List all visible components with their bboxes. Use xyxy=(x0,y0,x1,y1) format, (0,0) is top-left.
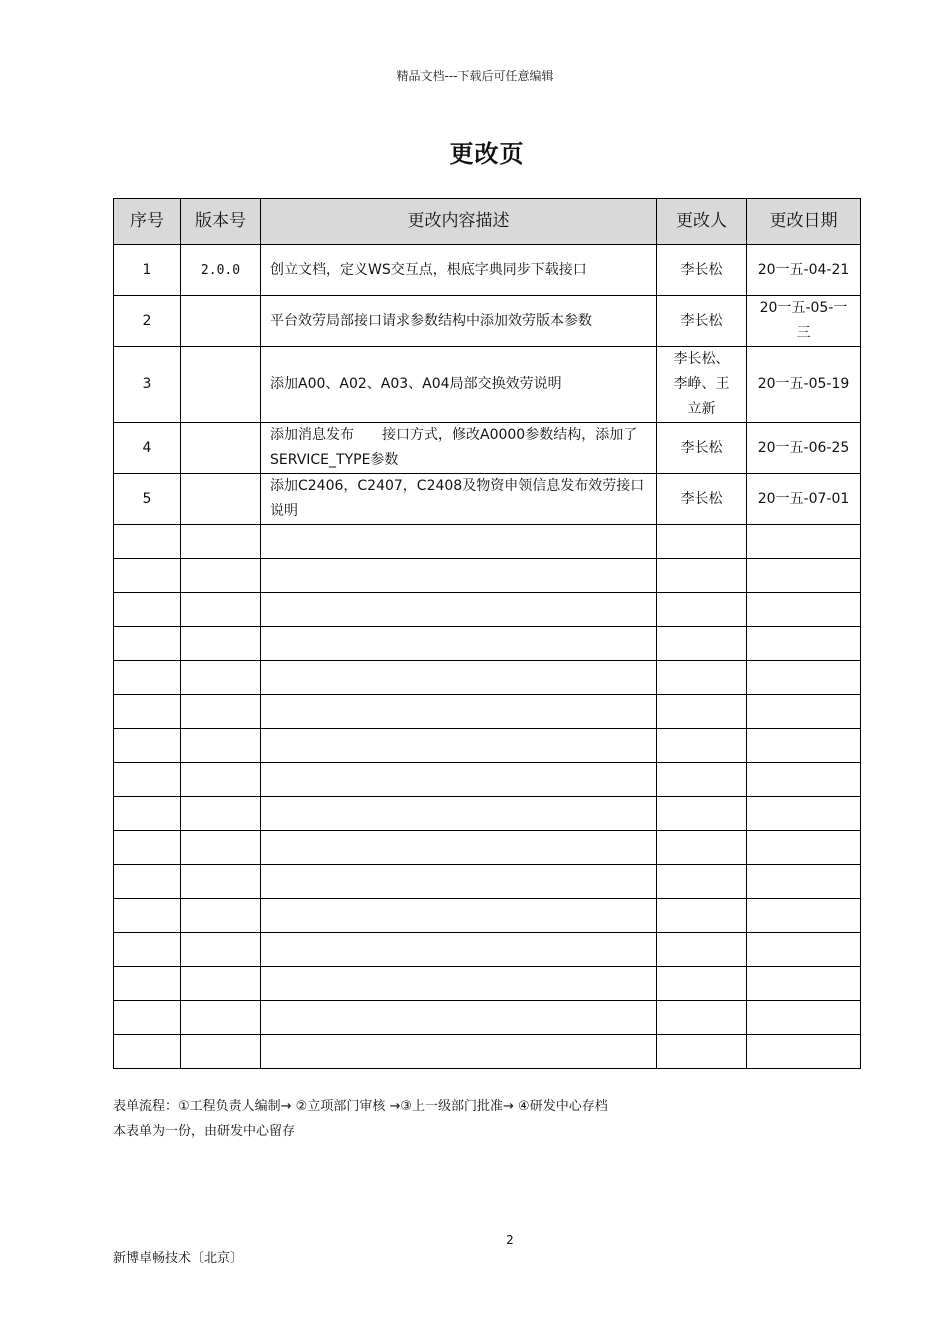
cell-no: 5 xyxy=(114,474,181,525)
footer-company: 新博卓畅技术〔北京〕 xyxy=(113,1251,244,1266)
empty-cell xyxy=(114,525,181,559)
cell-date: 20一五-05-一三 xyxy=(747,296,861,347)
form-notes xyxy=(113,1094,608,1144)
empty-cell xyxy=(261,695,657,729)
empty-cell xyxy=(261,661,657,695)
header-version: 版本号 xyxy=(181,199,261,245)
empty-cell xyxy=(747,695,861,729)
empty-cell xyxy=(114,763,181,797)
empty-cell xyxy=(114,729,181,763)
empty-cell xyxy=(181,729,261,763)
empty-cell xyxy=(114,899,181,933)
table-row-empty xyxy=(114,661,861,695)
header-description: 更改内容描述 xyxy=(261,199,657,245)
cell-date: 20一五-06-25 xyxy=(747,423,861,474)
empty-cell xyxy=(181,593,261,627)
empty-cell xyxy=(261,797,657,831)
empty-cell xyxy=(181,695,261,729)
cell-version xyxy=(181,347,261,423)
table-row-empty xyxy=(114,831,861,865)
table-row-empty xyxy=(114,933,861,967)
empty-cell xyxy=(261,729,657,763)
empty-cell xyxy=(747,831,861,865)
empty-cell xyxy=(114,1001,181,1035)
empty-cell xyxy=(261,967,657,1001)
table-row-empty xyxy=(114,525,861,559)
empty-cell xyxy=(181,559,261,593)
empty-cell xyxy=(181,967,261,1001)
empty-cell xyxy=(747,525,861,559)
empty-cell xyxy=(747,933,861,967)
cell-version xyxy=(181,296,261,347)
cell-author: 李长松 xyxy=(657,423,747,474)
empty-cell xyxy=(114,593,181,627)
cell-version: 2.0.0 xyxy=(181,245,261,296)
empty-cell xyxy=(114,967,181,1001)
empty-cell xyxy=(261,525,657,559)
page-number: 2 xyxy=(506,1233,514,1247)
empty-cell xyxy=(657,763,747,797)
empty-cell xyxy=(747,1001,861,1035)
empty-cell xyxy=(657,525,747,559)
empty-cell xyxy=(261,865,657,899)
empty-cell xyxy=(657,831,747,865)
empty-cell xyxy=(657,559,747,593)
empty-cell xyxy=(657,797,747,831)
cell-no: 4 xyxy=(114,423,181,474)
header-no: 序号 xyxy=(114,199,181,245)
cell-author: 李长松、李峥、王立新 xyxy=(657,347,747,423)
empty-cell xyxy=(181,831,261,865)
cell-date: 20一五-04-21 xyxy=(747,245,861,296)
empty-cell xyxy=(114,831,181,865)
cell-date: 20一五-07-01 xyxy=(747,474,861,525)
cell-description: 添加消息发布 接口方式，修改A0000参数结构，添加了SERVICE_TYPE参数 xyxy=(261,423,657,474)
cell-author: 李长松 xyxy=(657,245,747,296)
table-row-empty xyxy=(114,1001,861,1035)
empty-cell xyxy=(747,1035,861,1069)
table-row-empty xyxy=(114,559,861,593)
empty-cell xyxy=(747,593,861,627)
empty-cell xyxy=(747,559,861,593)
cell-author: 李长松 xyxy=(657,474,747,525)
empty-cell xyxy=(657,661,747,695)
empty-cell xyxy=(181,661,261,695)
empty-cell xyxy=(261,763,657,797)
cell-date: 20一五-05-19 xyxy=(747,347,861,423)
flow-note: 表单流程：①工程负责人编制→ ②立项部门审核 →③上一级部门批准→ ④研发中心存档 xyxy=(113,1099,608,1114)
table-row xyxy=(114,245,861,296)
table-row-empty xyxy=(114,967,861,1001)
cell-description: 添加A00、A02、A03、A04局部交换效劳说明 xyxy=(261,347,657,423)
empty-cell xyxy=(657,933,747,967)
empty-cell xyxy=(181,933,261,967)
empty-cell xyxy=(114,797,181,831)
empty-cell xyxy=(747,967,861,1001)
copy-note: 本表单为一份，由研发中心留存 xyxy=(113,1124,296,1139)
empty-cell xyxy=(181,899,261,933)
empty-cell xyxy=(657,593,747,627)
empty-cell xyxy=(114,661,181,695)
empty-cell xyxy=(747,865,861,899)
empty-cell xyxy=(114,933,181,967)
empty-cell xyxy=(657,729,747,763)
empty-cell xyxy=(261,559,657,593)
empty-cell xyxy=(747,899,861,933)
cell-description: 创立文档，定义WS交互点，根底字典同步下载接口 xyxy=(261,245,657,296)
table-row-empty xyxy=(114,763,861,797)
empty-cell xyxy=(114,1035,181,1069)
empty-cell xyxy=(747,763,861,797)
empty-cell xyxy=(657,1001,747,1035)
empty-cell xyxy=(114,627,181,661)
empty-cell xyxy=(181,1001,261,1035)
empty-cell xyxy=(181,797,261,831)
empty-cell xyxy=(261,1001,657,1035)
empty-cell xyxy=(181,525,261,559)
table-row-empty xyxy=(114,899,861,933)
cell-no: 2 xyxy=(114,296,181,347)
empty-cell xyxy=(114,695,181,729)
empty-cell xyxy=(261,1035,657,1069)
cell-author: 李长松 xyxy=(657,296,747,347)
cell-no: 1 xyxy=(114,245,181,296)
empty-cell xyxy=(657,1035,747,1069)
table-row xyxy=(114,423,861,474)
empty-cell xyxy=(261,627,657,661)
table-row xyxy=(114,474,861,525)
empty-cell xyxy=(657,627,747,661)
empty-cell xyxy=(261,831,657,865)
empty-cell xyxy=(181,627,261,661)
table-header-row xyxy=(114,199,861,245)
empty-cell xyxy=(114,559,181,593)
empty-cell xyxy=(181,865,261,899)
table-row-empty xyxy=(114,627,861,661)
table-row-empty xyxy=(114,695,861,729)
empty-cell xyxy=(747,627,861,661)
page-title: 更改页 xyxy=(449,140,525,168)
empty-cell xyxy=(747,661,861,695)
change-log-table xyxy=(113,198,861,1069)
cell-description: 平台效劳局部接口请求参数结构中添加效劳版本参数 xyxy=(261,296,657,347)
cell-no: 3 xyxy=(114,347,181,423)
empty-cell xyxy=(261,593,657,627)
empty-cell xyxy=(657,967,747,1001)
table-row-empty xyxy=(114,865,861,899)
empty-cell xyxy=(181,1035,261,1069)
empty-cell xyxy=(657,899,747,933)
table-row-empty xyxy=(114,729,861,763)
empty-cell xyxy=(261,933,657,967)
empty-cell xyxy=(261,899,657,933)
empty-cell xyxy=(657,695,747,729)
header-note: 精品文档---下载后可任意编辑 xyxy=(396,69,554,83)
cell-version xyxy=(181,474,261,525)
empty-cell xyxy=(657,865,747,899)
header-date: 更改日期 xyxy=(747,199,861,245)
table-row-empty xyxy=(114,797,861,831)
empty-cell xyxy=(181,763,261,797)
empty-cell xyxy=(114,865,181,899)
cell-version xyxy=(181,423,261,474)
table-row xyxy=(114,347,861,423)
header-author: 更改人 xyxy=(657,199,747,245)
table-row-empty xyxy=(114,1035,861,1069)
empty-cell xyxy=(747,729,861,763)
empty-cell xyxy=(747,797,861,831)
table-row xyxy=(114,296,861,347)
table-row-empty xyxy=(114,593,861,627)
cell-description: 添加C2406，C2407，C2408及物资申领信息发布效劳接口说明 xyxy=(261,474,657,525)
